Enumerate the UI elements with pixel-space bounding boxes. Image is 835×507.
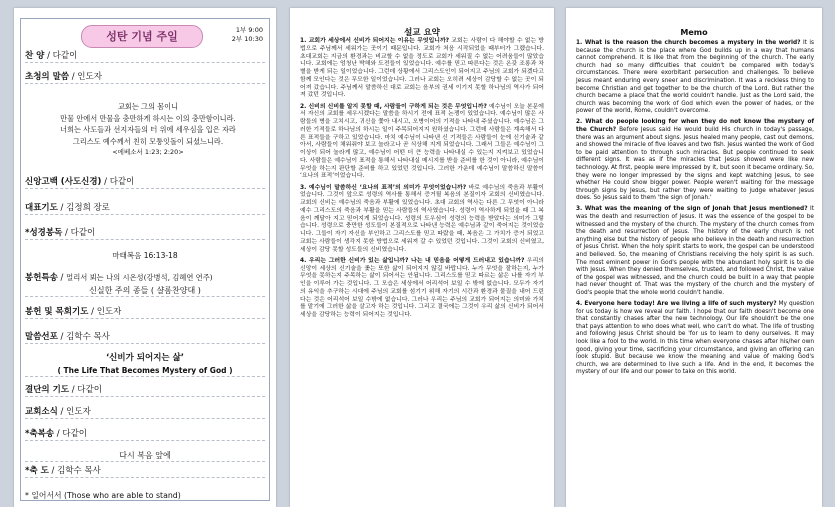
memo-answer: It was the death and resurrection of Jesus. It was the essence of the gospel to be witnessed and the mystery of the church. The mystery of the church comes from the death and resurrection of Jesus. The history of the early church is not anything else but the history of people who believe in the death and resurrection of Jesus Christ. When the holy spirit starts to work, the gospel can be understood and believed. So, the meaning of Christians receiving the holy spirit is as such. The most eminent power in God's people with the abundant holy spirit is to die with Jesus. When they denied themselves, trusted, and followed Christ, the value of the gospel was witnessed, and the church could be built in a way that people had never thought of. That was the mystery of the church and the mystery of God's people that the whole world couldn't handle. (576, 206, 814, 296)
bulletin-banner: 성탄 기념 주일 (81, 25, 203, 48)
bulletin-frame (20, 18, 270, 501)
summary-answer: 바로 예수님의 죽음과 부활이었습니다. 그것이 앞으로 성령의 역사를 통해서 증거될 복음의 본질이자 교회의 신비였습니다. 교회의 신비는 예수님의 죽음과 부활에 있었습니다. 초대 교회의 역사는 다른 그 무엇이 아니라 예수 그리스도의 죽음과 부활을 믿는 사람들의 역사였습니다. 성령이 역사하게 되었을 때 그 복음이 깨달아 지고 믿어지게 되었습니다. 성령의 도우심이 성령의 능력을 받았다는 의미가 그렇습니다. 성령으로 충만한 성도들이 본질적으로 나타낸 능력은 예수님과 같이 죽어지는 것이었습니다. 그들이 자기 자신을 부인하고 그리스도를 믿고 따랐을 때, 복음은 그 가치가 증거 되었고 교회는 사람들이 생각지 못한 방법으로 세워져 갈 수 있었던 것입니다. 그것이 교회의 신비였고, 세상이 감당 못할 성도들의 신비였습니다. (300, 184, 544, 253)
item-special: 봉헌특송 / 멀리서 뵈는 나의 시온성(강병석, 김혜연 연주) (25, 273, 213, 283)
memo-section (576, 301, 814, 377)
memo-section (576, 206, 814, 297)
item-label: 초청의 말씀 (25, 72, 70, 82)
item-label: 찬 양 (25, 51, 45, 61)
call-line: 너희는 사도들과 선지자들의 터 위에 세우심을 입은 자라 (60, 125, 236, 134)
sermon-title-english: ( The Life That Becomes Mystery of God ) (25, 365, 265, 377)
item-label: *성경봉독 (25, 228, 63, 238)
item-label: 말씀선포 (25, 332, 58, 342)
memo-body (576, 40, 814, 381)
summary-answer: 예수님이 오늘 본문에서 자신의 교회를 세우시겠다는 말씀을 하시기 전에 표적 논쟁이 있었습니다. 예수님이 많은 사람들의 병을 고치시고, 귀신을 쫓아 내시고, 오병이어의 기적을 나타내 주셨습니다. 예수님은 그러한 기적들로 하나님의 하시는 일이 주목되어지지 원하셨습니다. 그런데 사람들은 계속해서 다른 표적들을 구하고 있었습니다. 마치 예수님이 나타낸 신 기적들은 사람들이 눈에 신기술과 같아서, 사람들이 채워줘야 보고 놀라고나 곧 식상해 지게 되었습니다. 그래서 그들은 예수님이 그 이상이 되어 놀라게 많고, 예수님이 어떤 더 큰 능력을 나타내실 수 있는지 지켜보고 있었습니다. 사람들은 예수님이 표적을 통해서 나타내실 메시지를 받을 준비를 한 것이 아니라, 예수님이 무엇을 하는지 판단할 준비를 하고 있었던 것입니다. 그러한 가운데 예수님이 말씀하신 말씀이 ‘요나의 표적’이었습니다. (300, 103, 544, 180)
item-leader: 김정희 장로 (66, 203, 110, 213)
memo-answer: Before Jesus said He would build His church in today's passage, there was an argument about signs. Jesus healed many people, cast out demons, and showed the miracle of five loaves and two fish. Jesus wanted the work of God to be paid attention to through such miracles. But people continued to seek different signs. It was as if the miracles that Jesus showed were like new technology. At first, people were impressed by it, but soon it became ordinary. So, they were no longer impressed by the signs and kept watching Jesus, to see whether He could show bigger power. People weren't waiting for the message through signs by Jesus, but rather they were waiting to judge whatever Jesus does. So Jesus said to them 'the sign of Jonah.' (576, 127, 815, 202)
summary-section (300, 38, 544, 100)
call-line: 교회는 그의 몸이니 (117, 102, 179, 111)
item-invitation: 초청의 말씀 / 인도자 (25, 72, 265, 84)
item-label: 대표기도 (25, 203, 58, 213)
scripture-reference: 마태복음 16:13-18 (112, 251, 178, 260)
call-to-worship (37, 101, 259, 159)
service-time-1: 1부 9:00 (235, 26, 263, 34)
item-leader: 다같이 (62, 429, 88, 439)
summary-question: 1. 교회가 세상에서 신비가 되어지는 이유는 무엇입니까? (300, 38, 450, 44)
item-leader: 다같이 (70, 228, 96, 238)
summary-question: 2. 신비의 신비를 알지 못할 때, 사람들이 구하게 되는 것은 무엇입니까? (300, 103, 487, 110)
summary-question: 4. 우리는 그러한 신비가 있는 삶입니까? 나는 내 믿음을 어떻게 드러내고 있습니까? (300, 257, 525, 264)
bulletin-page (14, 8, 276, 507)
memo-section (576, 119, 814, 203)
item-offering: 봉헌 및 목회기도 / 인도자 (25, 307, 265, 319)
memo-page (566, 8, 822, 507)
item-label: 봉헌 및 목회기도 (25, 307, 89, 317)
item-label: 신앙고백 (사도신경) (25, 177, 102, 187)
summary-question: 3. 예수님이 말씀하신 ‘요나의 표적’의 의미가 무엇이었습니까? (300, 184, 467, 191)
summary-body (300, 38, 544, 323)
item-praise: 찬 양 / 다같이 (25, 51, 265, 63)
item-label: 교회소식 (25, 407, 58, 417)
item-leader: 김학수 목사 (66, 332, 110, 342)
summary-section (300, 258, 544, 320)
item-leader: 김학수 목사 (57, 466, 101, 476)
summary-section (300, 104, 544, 182)
item-label: *축복송 (25, 429, 55, 439)
memo-answer: My question for us today is how we reveal our faith. I hope that our faith doesn't become one that constantly chases after the new technology. Our life shouldn't be the one that pays attention to who does what well, who can't do what. The life of trusting and following Jesus Christ should be 'for us to learn to deny ourselves. It may look like a fool to the world. In this time when everyone chases after his/her own good, giving your time, sacrificing your circumstance, and giving an offering can look stupid. But because we know the meaning and value of making God's church, we are determined to live such a life. And in the end, it becomes the mystery of our life and our power to take on this world. (576, 301, 814, 376)
item-leader: 다같이 (77, 385, 102, 395)
item-doxology: *축복송 / 다같이 (25, 429, 265, 441)
memo-question: 2. What do people looking for when they do not know the mystery of the Church? (576, 119, 814, 134)
item-leader: 멀리서 뵈는 나의 시온성(강병석, 김혜연 연주) (66, 273, 213, 282)
summary-answer: 우리의 신앙이 세상의 신기술을 좇는 또한 삶이 되어지지 않길 바랍니다. 누가 무엇을 잘하는지, 누가 무엇을 못하는지 주목하는 삶이 되어서는 안됩니다. 그리스도를 믿고 따르는 삶은 나를 자기 부인을 이루어 가는 것입니다. 그 모습은 세상에서 어리석어 보일 수 밖에 없습니다. 모두가 자기의 유익을 추구하는 시대에 주님의 교회를 섬기기 위해 자기의 시간과 환경과 물질을 내어 드린다는 것은 어리석어 보일 수밖에 없습니다. 그러나 우리는 주님의 교회가 되어지는 의미와 가치를 맡기에 그러한 삶을 살고자 하는 것입니다. 그리고 결국에는 그것이 우리 삶의 신비가 되어서 세상을 감당하는 능력이 되어지는 것입니다. (300, 257, 544, 318)
item-benediction: *축 도 / 김학수 목사 (25, 466, 265, 478)
item-label: 결단의 기도 (25, 385, 70, 395)
sermon-title: ‘신비가 되어지는 삶’ (105, 353, 185, 363)
item-label: 봉헌특송 (25, 273, 58, 283)
memo-question: 1. What is the reason the church becomes a mystery in the world? (576, 40, 801, 46)
standing-note: * 일어서서 (Those who are able to stand) (25, 491, 181, 500)
memo-title: Memo (680, 28, 708, 37)
service-times (232, 26, 263, 44)
closing-hymn: 다시 복음 앞에 (25, 450, 265, 462)
item-decision: 결단의 기도 / 다같이 (25, 385, 265, 397)
call-reference: <에베소서 1:23; 2:20> (112, 148, 184, 156)
item-creed: 신앙고백 (사도신경) / 다같이 (25, 177, 265, 189)
memo-question: 4. Everyone here today! Are we living a life of such mystery? (576, 301, 777, 308)
item-sermon: 말씀선포 / 김학수 목사 (25, 332, 265, 344)
service-time-2: 2부 10:30 (231, 35, 263, 43)
summary-section (300, 185, 544, 255)
summary-title: 설교 요약 (404, 28, 440, 38)
memo-question: 3. What was the meaning of the sign of Jonah that Jesus mentioned? (576, 206, 808, 213)
item-leader: 인도자 (66, 407, 91, 417)
item-news: 교회소식 / 인도자 (25, 407, 265, 419)
item-prayer: 대표기도 / 김정희 장로 (25, 203, 265, 215)
call-line: 만물 안에서 만물을 충만하게 하시는 이의 충만함이니라. (60, 113, 236, 123)
item-leader: 인도자 (96, 307, 122, 317)
item-leader: 인도자 (77, 72, 102, 82)
sermon-summary-page (290, 8, 554, 507)
item-label: *축 도 (25, 466, 49, 476)
memo-answer: It is because the church is the place where God builds up in a way that humans cannot comprehend. It is like that from the beginning of the church. The early church had so many difficulties that couldn't be compared with today's circumstances. There were exorbitant persecution and challenges. To believe Jesus meant enduring every sneer and discrimination. It was a reckless thing to become Christian and get together to be the church of the Lord. But rather the church became a place that the world couldn't handle. Just as the Lord said, the church was becoming the work of God which even the power of hades, or the power of the world, Rome, couldn't overcome. (576, 40, 814, 115)
call-line: 그리스도 예수께서 친히 모퉁잇돌이 되셨느니라. (72, 136, 224, 146)
item-leader: 다같이 (52, 51, 78, 61)
special-hymn: 신실한 주의 종들 ( 샬롬찬양대 ) (25, 285, 265, 297)
summary-answer: 교회는 사람이 다 해야할 수 없는 방법으로 주님께서 세워가는 곳이기 때문입니다. 교회가 처음 시작되었을 때부터가 그랬습니다. 초대교회는 지금의 환경과는 비교할 수 없을 정도로 교회가 세워질 수 없는 어려움들이 많았습니다. 교회에는 엄청난 박해와 도전들이 있었습니다. 예수를 믿고 따른다는 것은 온갖 조롱과 차별을 받게 되는 일이었습니다. 그런데 상황에서 그리스도인이 되어지고 주님의 교회가 되겠다고 함께 모인다는 것은 무모한 일이었습니다. 그러나 교회는 오히려 세상이 감당할 수 없는 곳이 되어져 갔습니다. 주님께서 말씀하신 대로 교회는 음부의 권세 이기지 못할 하나님의 역사가 되어져 갔던 것입니다. (300, 38, 544, 99)
item-leader: 다같이 (109, 177, 135, 187)
item-reading: *성경봉독 / 다같이 (25, 228, 265, 240)
memo-section (576, 40, 814, 116)
